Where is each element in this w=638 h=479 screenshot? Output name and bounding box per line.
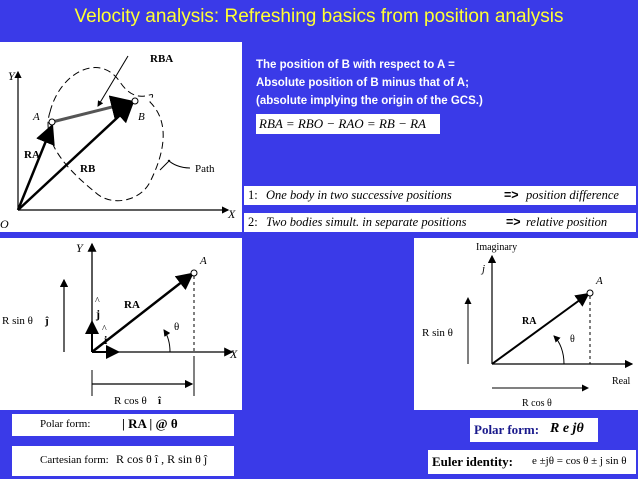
- polar-right-value: R e jθ: [550, 421, 584, 436]
- vector-ra: [18, 126, 52, 210]
- vector-ra-label: RA: [124, 299, 140, 311]
- vector-rba: [52, 102, 132, 122]
- real-axis-label: Real: [612, 376, 631, 387]
- equation-text: RBA = RBO − RAO = RB − RA: [259, 116, 426, 131]
- point-b-label: B: [138, 111, 145, 123]
- polar-left-value: | RA | @ θ: [122, 416, 178, 431]
- vector-ra-label: RA: [24, 149, 40, 161]
- horizontal-component-label: R cos θ: [522, 398, 552, 409]
- case-row-1: [244, 186, 636, 205]
- case-2-left: Two bodies simult. in separate positions: [266, 215, 467, 229]
- euler-label: Euler identity:: [432, 454, 514, 469]
- case-1-arrow: =>: [504, 188, 519, 202]
- note-line-1: The position of B with respect to A =: [256, 59, 455, 71]
- case-2-arrow: =>: [506, 215, 521, 229]
- point-b-marker: [132, 98, 138, 104]
- slide-title: Velocity analysis: Refreshing basics from position analysis: [74, 6, 564, 27]
- path-curve: [48, 68, 163, 201]
- vertical-component-label: R sin θ: [2, 315, 33, 327]
- angle-label: θ: [174, 321, 180, 333]
- cartesian-figure: [0, 238, 242, 410]
- position-note: [256, 56, 556, 110]
- horizontal-component-label: R cos θ: [114, 395, 147, 407]
- path-label: Path: [195, 163, 215, 175]
- euler-identity: [428, 450, 636, 474]
- point-a-label: A: [33, 111, 40, 123]
- svg-text:^: ^: [95, 296, 100, 307]
- note-line-2: Absolute position of B minus that of A;: [256, 77, 469, 89]
- vector-ra-label: RA: [522, 316, 537, 327]
- vector-rba-label: RBA: [150, 53, 174, 65]
- angle-label: θ: [570, 334, 575, 345]
- case-2-right: relative position: [526, 215, 608, 229]
- note-line-3: (absolute implying the origin of the GCS.): [256, 95, 483, 107]
- cartesian-value: R cos θ î , R sin θ ĵ: [116, 452, 208, 466]
- cartesian-form: [12, 446, 234, 476]
- euler-value: e ±jθ = cos θ ± j sin θ: [532, 455, 627, 467]
- point-a-marker: [191, 270, 197, 276]
- svg-text:î: î: [158, 395, 162, 407]
- origin-label: O: [0, 217, 9, 231]
- relative-position-equation: [256, 114, 440, 134]
- case-1-right: position difference: [526, 188, 619, 202]
- vector-ra: [492, 294, 588, 364]
- case-2-num: 2:: [248, 215, 258, 229]
- x-axis-label: X: [228, 207, 236, 221]
- y-axis-label: Y: [76, 241, 83, 255]
- imaginary-axis-label: Imaginary: [476, 242, 518, 253]
- complex-plane-figure: [414, 238, 638, 410]
- vector-rb-label: RB: [80, 163, 96, 175]
- x-axis-label: X: [230, 347, 238, 361]
- svg-text:^: ^: [102, 324, 107, 335]
- relative-position-figure: [0, 42, 242, 232]
- vertical-component-label: R sin θ: [422, 327, 453, 339]
- case-1-left: One body in two successive positions: [266, 188, 452, 202]
- polar-form-right: [470, 418, 598, 442]
- polar-left-label: Polar form:: [40, 418, 91, 430]
- case-row-2: [244, 213, 636, 232]
- j-label: j: [482, 263, 486, 275]
- point-a-marker: [49, 119, 55, 125]
- polar-form-left: [12, 414, 234, 436]
- point-a-marker: [587, 290, 593, 296]
- cartesian-label: Cartesian form:: [40, 454, 109, 466]
- y-axis-label: Y: [8, 69, 15, 83]
- case-1-num: 1:: [248, 188, 258, 202]
- unit-i-label: i: [104, 333, 108, 347]
- point-a-label: A: [596, 275, 603, 287]
- point-a-label: A: [200, 255, 207, 267]
- polar-right-label: Polar form:: [474, 422, 540, 437]
- unit-j-label: j: [96, 307, 100, 321]
- svg-text:ĵ: ĵ: [45, 315, 49, 327]
